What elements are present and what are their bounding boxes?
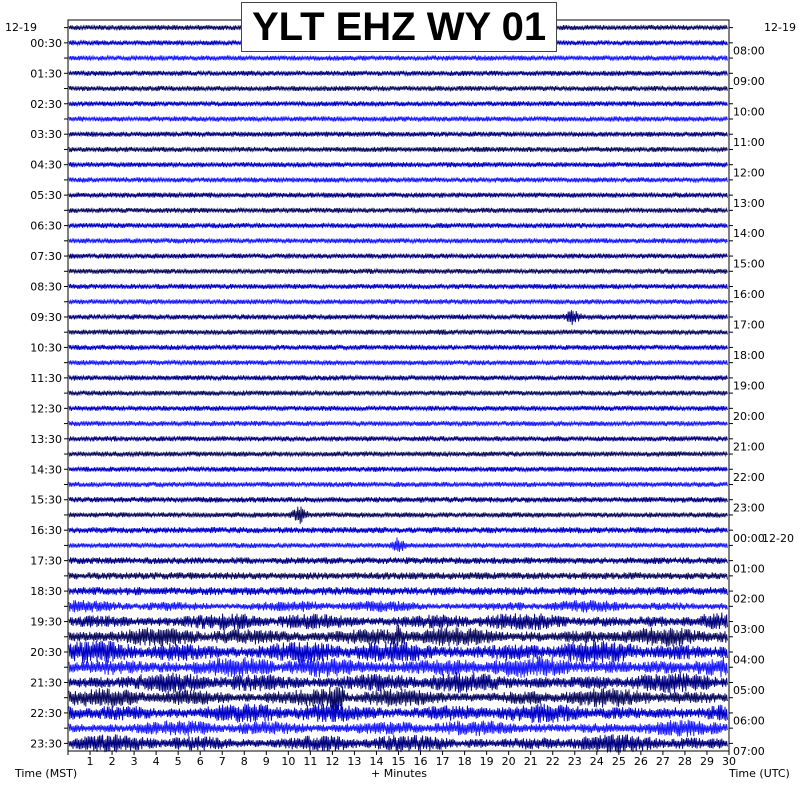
right-time-label: 01:00: [733, 562, 765, 576]
x-tick-label: 27: [655, 755, 670, 768]
x-axis-label: + Minutes: [370, 767, 428, 780]
x-tick-label: 29: [699, 755, 714, 768]
left-time-label: 00:30: [30, 36, 62, 50]
x-tick-label: 18: [457, 755, 472, 768]
chart-title: YLT EHZ WY 01: [241, 2, 557, 52]
x-tick-label: 17: [435, 755, 450, 768]
left-time-label: 18:30: [30, 585, 62, 599]
right-time-label: 12:00: [733, 166, 765, 180]
right-time-label: 23:00: [733, 501, 765, 515]
x-tick-label: 20: [501, 755, 516, 768]
right-time-label: 09:00: [733, 74, 765, 88]
left-time-label: 07:30: [30, 250, 62, 264]
left-axis-label: Time (MST): [15, 767, 78, 780]
left-time-label: 21:30: [30, 676, 62, 690]
x-tick-label: 14: [369, 755, 384, 768]
left-time-label: 13:30: [30, 432, 62, 446]
x-tick-label: 10: [281, 755, 296, 768]
left-time-label: 06:30: [30, 219, 62, 233]
x-tick-label: 7: [218, 755, 226, 768]
right-time-label: 21:00: [733, 440, 765, 454]
right-time-label: 17:00: [733, 318, 765, 332]
right-time-label: 07:00: [733, 745, 765, 758]
right-axis-label: Time (UTC): [729, 767, 790, 780]
x-tick-label: 12: [325, 755, 340, 768]
right-time-label: 03:00: [733, 623, 765, 637]
x-tick-label: 6: [196, 755, 204, 768]
x-tick-label: 30: [722, 755, 736, 768]
right-time-label: 10:00: [733, 105, 765, 119]
right-time-label: 06:00: [733, 714, 765, 728]
x-tick-label: 22: [545, 755, 560, 768]
left-time-label: 22:30: [30, 706, 62, 720]
right-time-label: 19:00: [733, 379, 765, 393]
right-time-label: 20:00: [733, 409, 765, 423]
right-time-label: 15:00: [733, 257, 765, 271]
left-time-label: 15:30: [30, 493, 62, 507]
x-tick-label: 9: [262, 755, 270, 768]
left-time-label: 04:30: [30, 158, 62, 172]
left-time-label: 17:30: [30, 554, 62, 568]
left-time-label: 02:30: [30, 97, 62, 111]
right-time-label: 16:00: [733, 288, 765, 302]
right-time-label: 11:00: [733, 135, 765, 149]
left-time-label: 08:30: [30, 280, 62, 294]
left-time-label: 16:30: [30, 524, 62, 538]
x-tick-label: 5: [174, 755, 182, 768]
right-time-label: 04:00: [733, 653, 765, 667]
x-tick-label: 3: [130, 755, 138, 768]
left-time-label: 09:30: [30, 310, 62, 324]
x-tick-label: 1: [86, 755, 94, 768]
left-time-label: 14:30: [30, 463, 62, 477]
left-time-label: 01:30: [30, 67, 62, 81]
x-tick-label: 25: [611, 755, 626, 768]
date-left: 12-19: [5, 21, 37, 34]
x-tick-label: 8: [240, 755, 248, 768]
x-tick-label: 2: [108, 755, 116, 768]
left-time-label: 11:30: [30, 371, 62, 385]
x-tick-label: 13: [347, 755, 362, 768]
left-time-label: 20:30: [30, 646, 62, 660]
x-tick-label: 24: [589, 755, 604, 768]
x-tick-label: 28: [677, 755, 692, 768]
x-tick-label: 15: [391, 755, 406, 768]
right-time-label: 18:00: [733, 349, 765, 363]
date-right: 12-19: [764, 21, 796, 34]
x-tick-label: 26: [633, 755, 648, 768]
x-tick-label: 19: [479, 755, 494, 768]
right-time-label: 13:00: [733, 196, 765, 210]
left-time-label: 03:30: [30, 128, 62, 142]
x-tick-label: 23: [567, 755, 582, 768]
right-time-label: 05:00: [733, 684, 765, 698]
date-change-label: 12-20: [762, 531, 794, 545]
right-time-label: 22:00: [733, 470, 765, 484]
x-tick-label: 11: [303, 755, 318, 768]
right-time-label: 08:00: [733, 44, 765, 58]
x-tick-label: 21: [523, 755, 538, 768]
x-tick-label: 16: [413, 755, 428, 768]
right-time-label: 14:00: [733, 227, 765, 241]
left-time-label: 12:30: [30, 402, 62, 416]
left-time-label: 19:30: [30, 615, 62, 629]
left-time-label: 05:30: [30, 189, 62, 203]
right-time-label: 02:00: [733, 592, 765, 606]
left-time-label: 10:30: [30, 341, 62, 355]
right-time-label: 00:00: [733, 531, 765, 545]
left-time-label: 23:30: [30, 737, 62, 751]
x-tick-label: 4: [152, 755, 160, 768]
